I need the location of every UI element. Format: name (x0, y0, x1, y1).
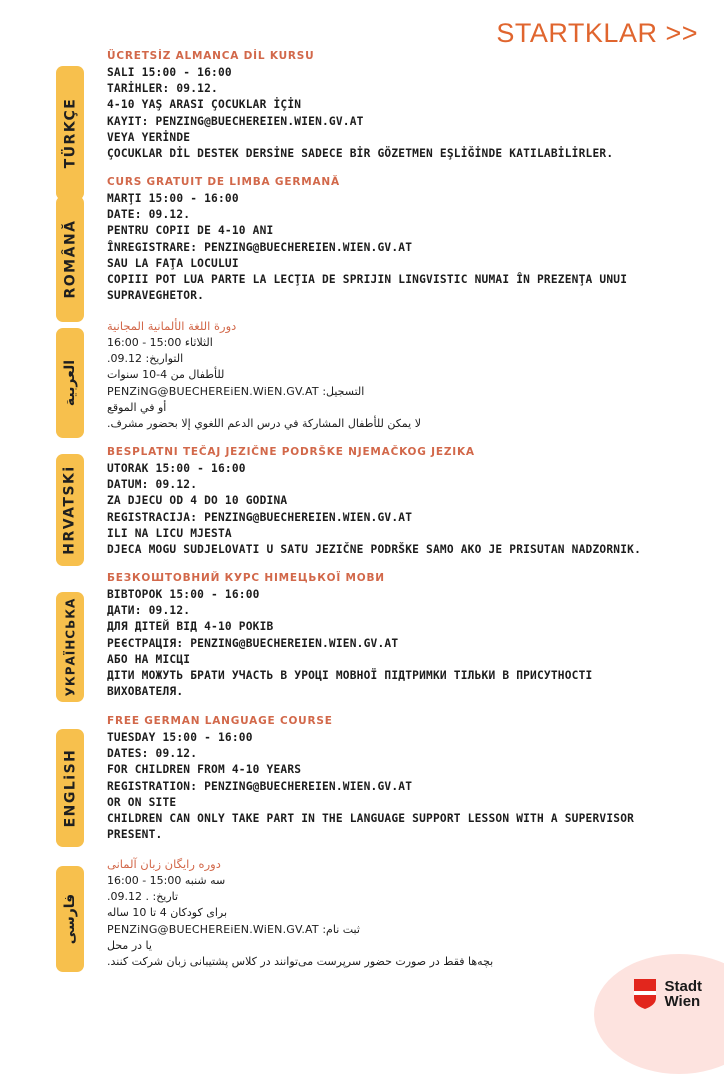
text-line: COPIII POT LUA PARTE LA LECŢIA DE SPRIJIN LINGVISTIC NUMAI ÎN PREZENŢA UNUI (107, 273, 628, 287)
section-content (107, 856, 677, 970)
text-line: 4-10 YAŞ ARASI ÇOCUKLAR İÇİN (107, 98, 302, 112)
language-label: ENGLiSH (62, 748, 79, 828)
text-line: DATES: 09.12. (107, 747, 198, 761)
course-title: BESPLATNI TEČAJ JEZIČNE PODRŠKE NJEMAČKOG JEZIKA (107, 446, 475, 458)
text-line: برای کودکان 4 تا 10 ساله (107, 906, 228, 920)
text-line: DJECA MOGU SUDJELOVATI U SATU JEZIČNE PODRŠKE SAMO AKO JE PRISUTAN NADZORNIK. (107, 543, 642, 557)
text-line: DATE: 09.12. (107, 208, 191, 222)
text-line: PENTRU COPII DE 4-10 ANI (107, 224, 274, 238)
text-line: АБО НА МІСЦІ (107, 652, 191, 666)
section-content (107, 174, 677, 304)
text-line: یا در محل (107, 938, 152, 952)
text-line: CHILDREN CAN ONLY TAKE PART IN THE LANGUAGE SUPPORT LESSON WITH A SUPERVISOR (107, 812, 635, 826)
text-line: ZA DJECU OD 4 DO 10 GODINA (107, 494, 288, 508)
text-line: ДІТИ МОЖУТЬ БРАТИ УЧАСТЬ В УРОЦІ МОВНОЇ ПІДТРИМКИ ТІЛЬКИ В ПРИСУТНОСТІ (107, 669, 593, 683)
course-title: دورة اللغة الألمانية المجانية (107, 319, 237, 333)
text-line: التسجيل: PENZiNG@BUECHEREiEN.WiEN.GV.AT (107, 384, 365, 398)
text-line: ДЛЯ ДІТЕЙ ВІД 4-10 РОКІВ (107, 620, 274, 634)
text-line: تاریخ: . 09.12. (107, 890, 179, 904)
section-content (107, 713, 677, 843)
text-line: للأطفال من 4-10 سنوات (107, 368, 225, 382)
course-title: CURS GRATUIT DE LIMBA GERMANĂ (107, 176, 340, 188)
text-line: بچه‌ها فقط در صورت حضور سرپرست می‌توانند در کلاس پشتیبانی زبان شرکت کنند. (107, 955, 494, 969)
language-tag-farsi (56, 866, 84, 972)
course-title: БЕЗКОШТОВНИЙ КУРС НІМЕЦЬКОЇ МОВИ (107, 572, 385, 584)
text-line: ÇOCUKLAR DİL DESTEK DERSİNE SADECE BİR GÖZETMEN EŞLİĞİNDE KATILABİLİRLER. (107, 147, 614, 161)
text-line: أو في الموقع (107, 400, 167, 414)
stadt-wien-logo (633, 978, 703, 1010)
logo-text-line1: Stadt (664, 978, 702, 995)
text-line: KAYIT: PENZING@BUECHEREIEN.WIEN.GV.AT (107, 114, 364, 128)
language-label: فارسی (62, 893, 79, 945)
section-content (107, 318, 677, 432)
language-label: العربية (62, 359, 79, 407)
course-title: دوره رایگان زبان آلمانی (107, 857, 221, 871)
language-tag-ukrainian (56, 592, 84, 702)
text-line: ВІВТОРОК 15:00 - 16:00 (107, 588, 260, 601)
section-content (107, 444, 677, 558)
logo-text-line2: Wien (664, 993, 701, 1010)
course-title: ÜCRETSİZ ALMANCA DİL KURSU (107, 50, 315, 62)
text-line: SAU LA FAŢA LOCULUI (107, 256, 239, 270)
text-line: التواريخ: 09.12. (107, 352, 184, 366)
text-line: ILI NA LICU MJESTA (107, 526, 232, 540)
page-title: STARTKLAR >> (496, 18, 698, 48)
text-line: VEYA YERİNDE (107, 130, 191, 144)
language-label: УКРАЇНСЬКА (63, 597, 78, 697)
text-line: ВИХОВАТЕЛЯ. (107, 685, 184, 699)
section-content (107, 570, 677, 700)
course-title: FREE GERMAN LANGUAGE COURSE (107, 715, 333, 727)
text-line: REGISTRACIJA: PENZING@BUECHEREIEN.WIEN.GV.AT (107, 510, 413, 524)
text-line: OR ON SITE (107, 795, 177, 809)
text-line: الثلاثاء 15:00 - 16:00 (107, 336, 213, 349)
text-line: MARŢI 15:00 - 16:00 (107, 192, 239, 205)
text-line: سه شنبه 15:00 - 16:00 (107, 874, 226, 887)
text-line: ДАТИ: 09.12. (107, 604, 191, 618)
text-line: TUESDAY 15:00 - 16:00 (107, 731, 253, 744)
text-line: SUPRAVEGHETOR. (107, 289, 205, 303)
text-line: РЕЄСТРАЦІЯ: PENZING@BUECHEREIEN.WIEN.GV.AT (107, 636, 399, 650)
language-label: ROMÂNĂ (62, 219, 78, 299)
text-line: لا يمكن للأطفال المشاركة في درس الدعم اللغوي إلا بحضور مشرف. (107, 417, 421, 431)
text-line: UTORAK 15:00 - 16:00 (107, 462, 246, 475)
text-line: ÎNREGISTRARE: PENZING@BUECHEREIEN.WIEN.GV.AT (107, 240, 413, 254)
text-line: ثبت نام: PENZiNG@BUECHEREiEN.WiEN.GV.AT (107, 922, 360, 936)
language-label: TÜRKÇE (62, 97, 79, 169)
language-label: HRVATSKi (62, 465, 79, 555)
text-line: DATUM: 09.12. (107, 478, 198, 492)
logo-text (665, 979, 703, 1009)
language-tag-romanian (56, 196, 84, 322)
section-content (107, 48, 677, 162)
text-line: TARİHLER: 09.12. (107, 82, 218, 96)
vienna-shield-icon (633, 978, 657, 1010)
text-line: FOR CHILDREN FROM 4-10 YEARS (107, 763, 302, 777)
language-tag-english (56, 729, 84, 847)
text-line: SALI 15:00 - 16:00 (107, 66, 232, 79)
logo-background (594, 954, 724, 1074)
language-tag-turkish (56, 66, 84, 200)
language-tag-croatian (56, 454, 84, 566)
text-line: REGISTRATION: PENZING@BUECHEREIEN.WIEN.GV.AT (107, 779, 413, 793)
text-line: PRESENT. (107, 828, 163, 842)
language-tag-arabic (56, 328, 84, 438)
